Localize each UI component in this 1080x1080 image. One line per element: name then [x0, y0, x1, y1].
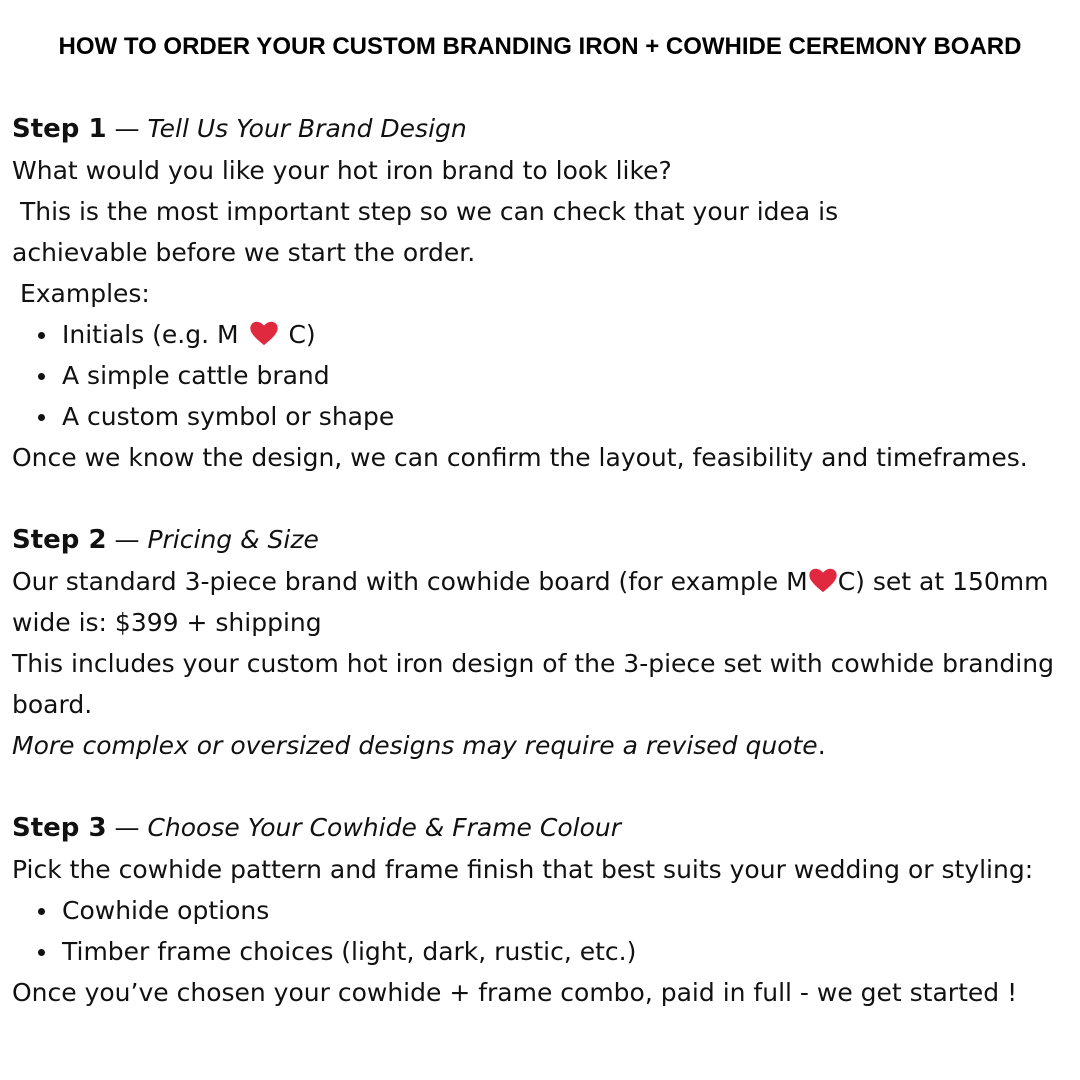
step-2-pricing-text [12, 561, 1070, 643]
list-item: A custom symbol or shape [62, 396, 1074, 437]
step-3-line-1: Pick the cowhide pattern and frame finish that best suits your wedding or styling: [12, 855, 1034, 884]
quote-note-period: . [817, 731, 826, 760]
example-initials-before: Initials (e.g. M [62, 320, 247, 349]
list-item: Cowhide options [62, 890, 1074, 931]
step-1-dash: — [106, 114, 148, 143]
pricing-after: C) set at 150mm wide is: $399 + shipping [12, 567, 1049, 637]
step-2-label: Step 2 [12, 525, 107, 555]
step-1-line-2: This is the most important step so we can check that your idea is [12, 197, 839, 226]
quote-note: More complex or oversized designs may require a revised quote [12, 731, 818, 760]
options-list [12, 890, 1074, 972]
step-1-line-3: achievable before we start the order. [12, 238, 476, 267]
heart-icon [808, 567, 838, 593]
examples-label: Examples: [12, 279, 150, 308]
heart-icon [249, 320, 279, 346]
step-1-closing: Once we know the design, we can confirm the layout, feasibility and timeframes. [12, 443, 1028, 472]
instructions-body [12, 108, 1074, 1013]
step-3-section [12, 807, 1074, 1013]
step-3-closing: Once you’ve chosen your cowhide + frame combo, paid in full - we get started ! [12, 978, 1018, 1007]
step-2-section [12, 519, 1074, 766]
list-item [62, 314, 1074, 355]
step-1-subtitle: Tell Us Your Brand Design [147, 114, 467, 143]
list-item: Timber frame choices (light, dark, rustic, etc.) [62, 931, 1074, 972]
step-1-heading [12, 108, 1074, 150]
step-2-dash: — [106, 525, 148, 554]
step-1-section [12, 108, 1074, 478]
pricing-before: Our standard 3-piece brand with cowhide board (for example M [12, 567, 808, 596]
step-1-label: Step 1 [12, 114, 107, 144]
page-title: HOW TO ORDER YOUR CUSTOM BRANDING IRON + COWHIDE CEREMONY BOARD [58, 33, 1022, 60]
spacer [12, 766, 1074, 807]
step-2-includes-text: This includes your custom hot iron design of the 3-piece set with cowhide branding board. [12, 649, 1054, 719]
step-3-label: Step 3 [12, 813, 107, 843]
example-initials-after: C) [280, 320, 316, 349]
step-2-heading [12, 519, 1074, 561]
step-3-dash: — [106, 813, 148, 842]
step-3-heading [12, 807, 1074, 849]
examples-list [12, 314, 1074, 437]
step-2-note [12, 725, 1074, 766]
list-item: A simple cattle brand [62, 355, 1074, 396]
step-1-line-1: What would you like your hot iron brand to look like? [12, 156, 672, 185]
spacer [12, 478, 1074, 519]
step-2-subtitle: Pricing & Size [147, 525, 319, 554]
step-3-subtitle: Choose Your Cowhide & Frame Colour [147, 813, 621, 842]
